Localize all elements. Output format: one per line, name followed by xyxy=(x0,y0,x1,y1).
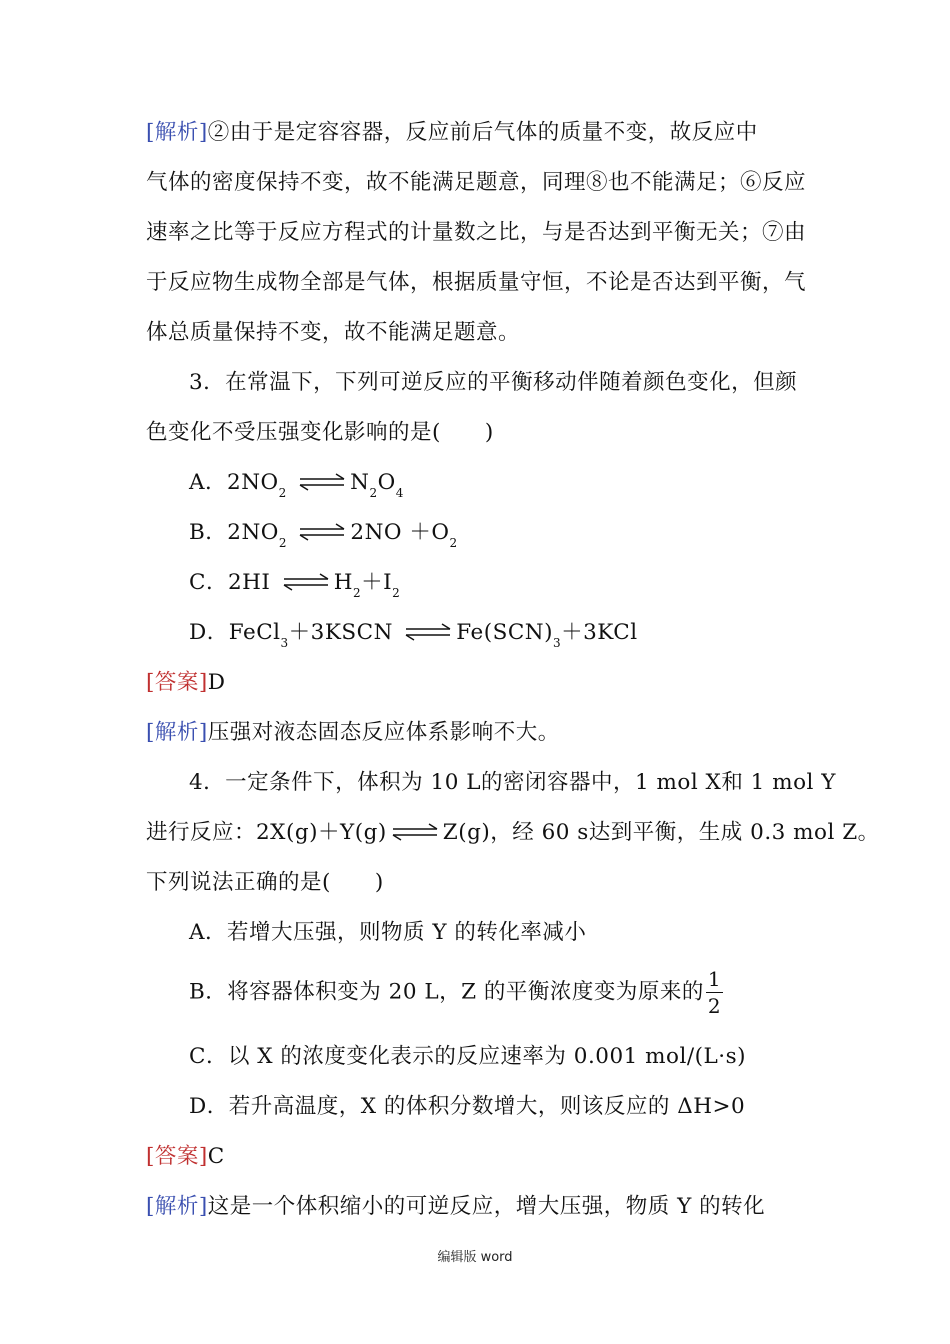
fraction-one-half: $\frac{1}{2}$ xyxy=(707,967,722,1018)
q4-option-d: D．若升高温度，X 的体积分数增大，则该反应的 ΔH>0 xyxy=(189,1094,746,1119)
equilibrium-arrow-icon xyxy=(389,821,441,843)
q3-answer: [答案]D xyxy=(146,670,226,695)
analysis-line-2: 气体的密度保持不变，故不能满足题意，同理⑧也不能满足；⑥反应 xyxy=(146,170,807,195)
q3-analysis: [解析]压强对液态固态反应体系影响不大。 xyxy=(146,720,560,745)
answer-tag: [答案] xyxy=(146,670,208,695)
equilibrium-arrow-icon xyxy=(280,571,332,593)
q4-stem-line-3: 下列说法正确的是( ) xyxy=(146,870,384,895)
q3-option-a: A．$2NO_2$ $N_2O_4$ xyxy=(189,470,404,500)
q3-stem-line-1: 3．在常温下，下列可逆反应的平衡移动伴随着颜色变化，但颜 xyxy=(189,370,798,395)
equilibrium-arrow-icon xyxy=(402,621,454,643)
q4-stem-line-2: 进行反应：2X(g)＋Y(g) Z(g)，经 60 s达到平衡，生成 0.3 mol Z。 xyxy=(146,820,880,845)
equilibrium-arrow-icon xyxy=(296,471,348,493)
analysis-line-1: [解析]②由于是定容容器，反应前后气体的质量不变，故反应中 xyxy=(146,120,758,145)
q4-stem-line-1: 4．一定条件下，体积为 10 L的密闭容器中，1 mol X和 1 mol Y xyxy=(189,770,836,795)
analysis-tag: [解析] xyxy=(146,1194,208,1219)
q3-option-d: D．FeCl$_3$＋3KSCN $Fe(SCN)_3+3KCl$ xyxy=(189,620,638,650)
q3-stem-line-2: 色变化不受压强变化影响的是( ) xyxy=(146,420,494,445)
q4-answer: [答案]C xyxy=(146,1144,225,1169)
q4-option-c: C．以 X 的浓度变化表示的反应速率为 0.001 mol/(L·s) xyxy=(189,1044,747,1069)
q4-option-a: A．若增大压强，则物质 Y 的转化率减小 xyxy=(189,920,587,945)
answer-tag: [答案] xyxy=(146,1144,208,1169)
analysis-tag: [解析] xyxy=(146,720,208,745)
analysis-line-5: 体总质量保持不变，故不能满足题意。 xyxy=(146,320,521,345)
q3-option-b: B．$2NO_2$ $2NO +O_2$ xyxy=(189,520,458,550)
analysis-line-4: 于反应物生成物全部是气体，根据质量守恒，不论是否达到平衡，气 xyxy=(146,270,807,295)
equilibrium-arrow-icon xyxy=(296,521,348,543)
q4-option-b: B．将容器体积变为 20 L，Z 的平衡浓度变为原来的 $\frac{1}{2}$ xyxy=(189,967,722,1018)
q3-option-c: C．2HI $H_2+I_2$ xyxy=(189,570,401,600)
page-footer: 编辑版 word xyxy=(437,1250,513,1265)
analysis-line-3: 速率之比等于反应方程式的计量数之比，与是否达到平衡无关；⑦由 xyxy=(146,220,807,245)
analysis-tag: [解析] xyxy=(146,120,208,145)
q4-analysis: [解析]这是一个体积缩小的可逆反应，增大压强，物质 Y 的转化 xyxy=(146,1194,766,1219)
